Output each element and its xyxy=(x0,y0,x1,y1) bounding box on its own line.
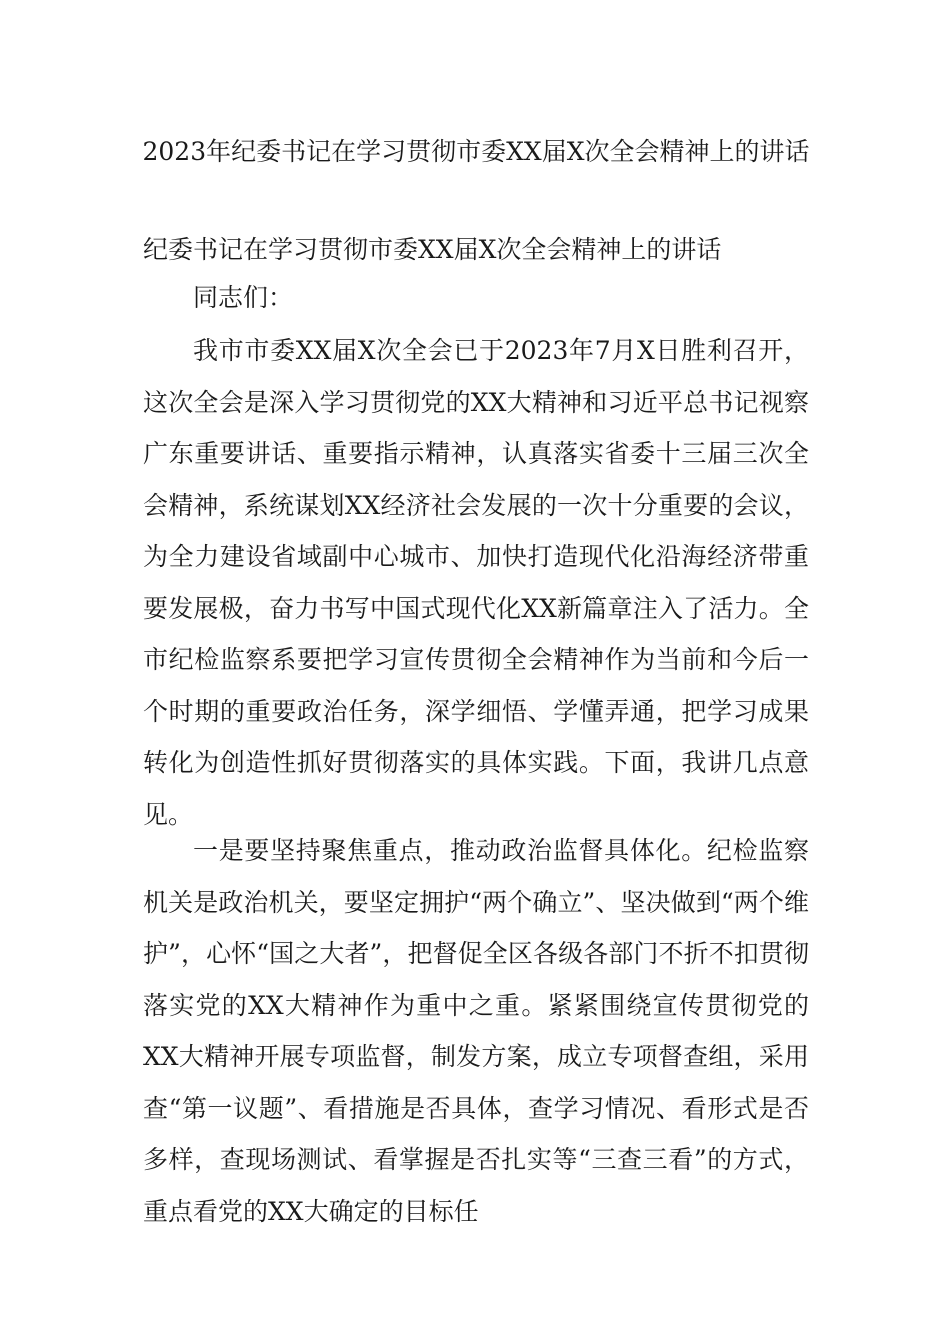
document-title: 2023年纪委书记在学习贯彻市委XX届X次全会精神上的讲话 xyxy=(142,137,810,166)
paragraph-point-one: 一是要坚持聚焦重点，推动政治监督具体化。纪检监察机关是政治机关，要坚定拥护“两个确立”、坚决做到“两个维护”，心怀“国之大者”，把督促全区各级各部门不折不扣贯彻落实党的XX大精神作为重中之重。紧紧围绕宣传贯彻党的XX大精神开展专项监督，制发方案，成立专项督查组，采用查“第一议题”、看措施是否具体，查学习情况、看形式是否多样，查现场测试、看掌握是否扎实等“三查三看”的方式，重点看党的XX大确定的目标任 xyxy=(143,836,809,1226)
paragraph-opening: 我市市委XX届X次全会已于2023年7月X日胜利召开，这次全会是深入学习贯彻党的XX大精神和习近平总书记视察广东重要讲话、重要指示精神，认真落实省委十三届三次全会精神，系统谋划XX经济社会发展的一次十分重要的会议，为全力建设省域副中心城市、加快打造现代化沿海经济带重要发展极，奋力书写中国式现代化XX新篇章注入了活力。全市纪检监察系要把学习宣传贯彻全会精神作为当前和今后一个时期的重要政治任务，深学细悟、学懂弄通，把学习成果转化为创造性抓好贯彻落实的具体实践。下面，我讲几点意见。 xyxy=(143,336,809,829)
document-subtitle: 纪委书记在学习贯彻市委XX届X次全会精神上的讲话 xyxy=(143,235,722,264)
salutation: 同志们： xyxy=(193,283,294,312)
